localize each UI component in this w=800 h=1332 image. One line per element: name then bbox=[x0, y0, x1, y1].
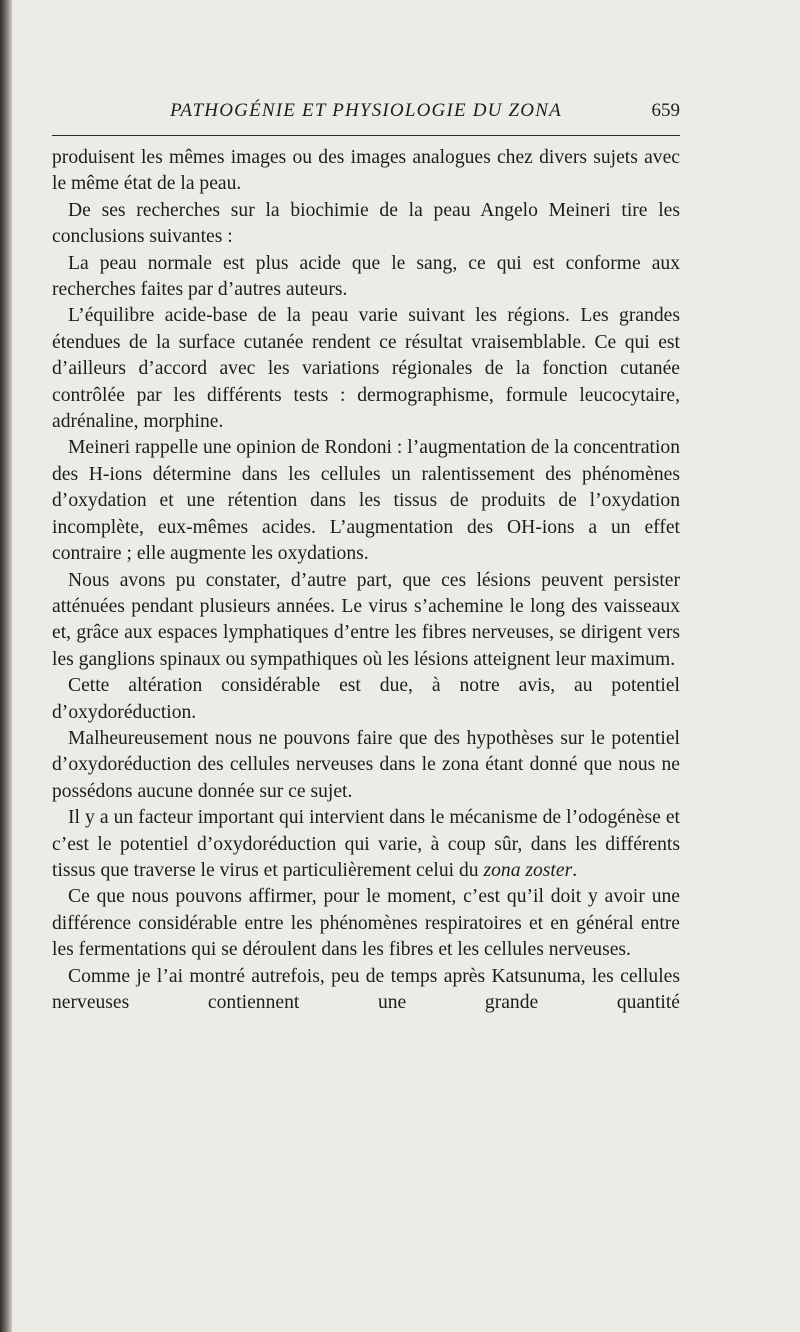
body-text bbox=[52, 145, 680, 1016]
header-rule bbox=[52, 135, 680, 136]
paragraph: produisent les mêmes images ou des images analogues chez divers sujets avec le même état de la peau. bbox=[52, 147, 680, 195]
paragraph: Comme je l’ai montré autrefois, peu de temps après Katsunuma, les cellules nerveuses contiennent une grande quantité bbox=[52, 965, 680, 1013]
italic-term: zona zoster bbox=[483, 859, 573, 881]
paragraph: Nous avons pu constater, d’autre part, que ces lésions peuvent persister atténuées pendant plusieurs années. Le virus s’achemine le long des vaisseaux et, grâce aux espaces lymphatiques d’entre les fibres nerveuses, se dirigent vers les ganglions spinaux ou sympathiques où les lésions atteignent leur maximum. bbox=[52, 569, 680, 670]
paragraph: Ce que nous pouvons affirmer, pour le moment, c’est qu’il doit y avoir une différence considérable entre les phénomènes respiratoires et en général entre les fermentations qui se déroulent dans les fibres et les cellules nerveuses. bbox=[52, 886, 680, 961]
paragraph: Malheureusement nous ne pouvons faire que des hypothèses sur le potentiel d’oxydoréduction des cellules nerveuses dans le zona étant donné que nous ne possédons aucune donnée sur ce sujet. bbox=[52, 727, 680, 802]
paragraph: L’équilibre acide-base de la peau varie suivant les régions. Les grandes étendues de la surface cutanée rendent ce résultat vraisemblable. Ce qui est d’ailleurs d’accord avec les variations régionales de la fonction cutanée contrôlée par les différents tests : dermographisme, formule leucocytaire, adrénaline, morphine. bbox=[52, 305, 680, 433]
paragraph: Meineri rappelle une opinion de Rondoni : l’augmentation de la concentration des H-ions détermine dans les cellules un ralentissement des phénomènes d’oxydation et une rétention dans les tissus de produits de l’oxydation incomplète, eux-mêmes acides. L’augmentation des OH-ions a un effet contraire ; elle augmente les oxydations. bbox=[52, 437, 680, 565]
paragraph-text: Il y a un facteur important qui intervient dans le mécanisme de l’odogénèse et c’est le potentiel d’oxydoréduction qui varie, à coup sûr, dans les différents tissus que traverse le virus et particulièrement celui du bbox=[52, 807, 680, 881]
paragraph-text: . bbox=[572, 859, 578, 881]
paragraph: Cette altération considérable est due, à notre avis, au potentiel d’oxydoréduction. bbox=[52, 675, 680, 723]
paragraph: De ses recherches sur la biochimie de la peau Angelo Meineri tire les conclusions suivantes : bbox=[52, 199, 680, 248]
paragraph: La peau normale est plus acide que le sang, ce qui est conforme aux recherches faites par d’autres auteurs. bbox=[52, 252, 680, 301]
page-number: 659 bbox=[651, 100, 680, 121]
running-title: PATHOGÉNIE ET PHYSIOLOGIE DU ZONA bbox=[170, 100, 562, 121]
page-header bbox=[52, 100, 680, 128]
paragraph bbox=[52, 805, 680, 884]
book-binding-edge bbox=[0, 0, 12, 1332]
